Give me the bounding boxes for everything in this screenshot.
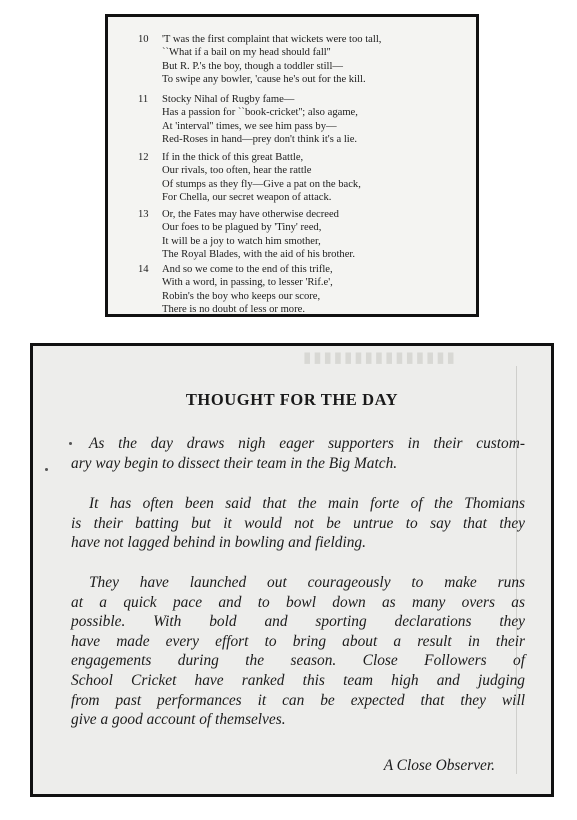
- article-signature: A Close Observer.: [383, 757, 495, 774]
- stanza-10: [138, 33, 468, 87]
- stanza-number: 10: [138, 34, 149, 45]
- paragraph-line: at a quick pace and to bowl down as many overs as: [71, 593, 525, 611]
- poem-line: The Royal Blades, with the aid of his brother.: [162, 249, 356, 261]
- poem-line: For Chella, our secret weapon of attack.: [162, 192, 332, 204]
- paragraph-line: have made every effort to bring about a result in their: [71, 632, 525, 650]
- paragraph-line: engagements during the season. Close Followers of: [71, 652, 525, 670]
- poem-line: But R. P.'s the boy, though a toddler still—: [162, 60, 344, 72]
- paragraph-line: is their batting but it would not be untrue to say that they: [71, 514, 525, 532]
- poem-line: If in the thick of this great Battle,: [162, 152, 304, 163]
- poem-line: Our rivals, too often, hear the rattle: [162, 165, 312, 177]
- poem-line: Stocky Nihal of Rugby fame—: [162, 94, 295, 105]
- bleed-through-texture: ▮▮▮▮▮▮▮▮▮▮▮▮▮▮▮: [303, 350, 457, 366]
- stanza-number: 12: [138, 152, 149, 163]
- stanza-number: 13: [138, 209, 149, 220]
- poem-clipping: [105, 14, 479, 317]
- paragraph-line: They have launched out courageously to make runs: [89, 574, 525, 591]
- stanza-number: 14: [138, 264, 149, 275]
- poem-line: There is no doubt of less or more.: [162, 304, 305, 316]
- ink-speck: [45, 468, 48, 471]
- paragraph-line: ary way begin to dissect their team in the Big Match.: [71, 454, 398, 472]
- paragraph-line: possible. With bold and sporting declarations they: [71, 613, 525, 631]
- poem-line: And so we come to the end of this trifle,: [162, 264, 333, 275]
- stanza-number: 11: [138, 94, 149, 105]
- poem-line: With a word, in passing, to lesser 'Rif.e',: [162, 277, 333, 289]
- paragraph-line: from past performances it can be expected that they will: [71, 691, 525, 709]
- poem-line: ``What if a bail on my head should fall'': [162, 47, 331, 59]
- poem-line: Has a passion for ``book-cricket''; also agame,: [162, 107, 358, 119]
- poem-line: Red-Roses in hand—prey don't think it's a lie.: [162, 134, 358, 146]
- stanza-13: [138, 208, 468, 262]
- paragraph-line: It has often been said that the main forte of the Thomians: [89, 495, 525, 512]
- article-paragraph-3: [71, 573, 525, 730]
- poem-line: At 'interval'' times, we see him pass by—: [162, 120, 337, 132]
- poem-line: It will be a joy to watch him smother,: [162, 235, 321, 247]
- article-title: THOUGHT FOR THE DAY: [185, 390, 399, 409]
- poem-line: 'T was the first complaint that wickets were too tall,: [162, 34, 382, 45]
- article-clipping: [30, 343, 554, 797]
- poem-line: Robin's the boy who keeps our score,: [162, 290, 321, 302]
- stanza-14: [138, 263, 468, 317]
- paragraph-line: As the day draws nigh eager supporters in their custom-: [89, 435, 525, 452]
- poem-line: Our foes to be plagued by 'Tiny' reed,: [162, 222, 322, 234]
- poem-line: Or, the Fates may have otherwise decreed: [162, 209, 339, 220]
- stanza-11: [138, 93, 468, 147]
- paragraph-line: give a good account of themselves.: [71, 711, 286, 729]
- poem-line: Of stumps as they fly—Give a pat on the back,: [162, 178, 361, 190]
- poem-line: To swipe any bowler, 'cause he's out for the kill.: [162, 74, 366, 86]
- article-paragraph-2: [71, 494, 525, 553]
- stanza-12: [138, 151, 468, 205]
- article-paragraph-1: [71, 434, 525, 473]
- paragraph-line: have not lagged behind in bowling and fielding.: [71, 534, 366, 552]
- paragraph-line: School Cricket have ranked this team high and judging: [71, 671, 525, 689]
